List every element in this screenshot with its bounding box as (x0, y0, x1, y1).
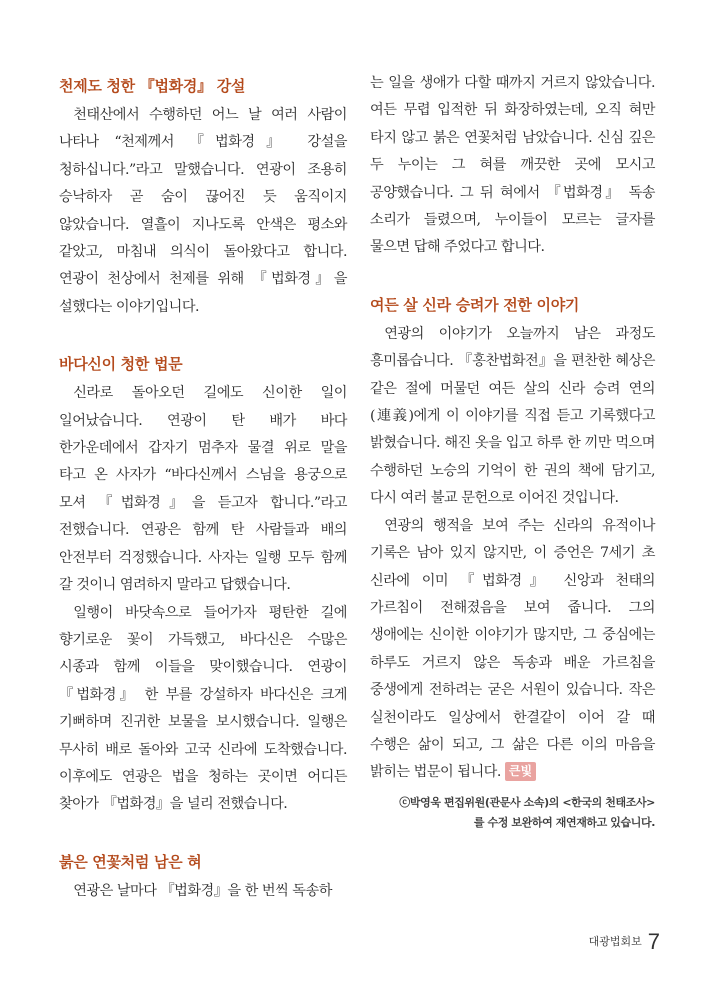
credit-line: 를 수정 보완하여 재연재하고 있습니다. (473, 815, 655, 829)
section-heading: 바다신이 청한 법문 (59, 355, 183, 374)
right-column (370, 70, 655, 833)
section-spacer (59, 819, 347, 846)
body-paragraph: 연광의 이야기가 오늘까지 남은 과정도 흥미롭습니다. 『홍찬법화전』을 편찬한 혜상은 같은 절에 머물던 여든 살의 신라 승려 연의(連義)에게 이 이야기를 직접 듣고 기록했다고 밝혔습니다. 해진 옷을 입고 하루 한 끼만 먹으며 수행하던 노승의 기억이 한 권의 책에 담기고, 다시 여러 불교 문헌으로 이어진 것입니다. (370, 325, 655, 507)
end-mark-badge: 큰빛 (505, 762, 536, 781)
section-heading: 천제도 청한 『법화경』 강설 (59, 77, 246, 95)
body-paragraph: 일행이 바닷속으로 들어가자 평탄한 길에 향기로운 꽃이 가득했고, 바다신은 수많은 시종과 함께 이들을 맞이했습니다. 연광이 『법화경』 한 부를 강설하자 바다신은 크게 기뻐하며 진귀한 보물을 보시했습니다. 일행은 무사히 배로 돌아와 고국 신라에 도착했습니다. 이후에도 연광은 법을 청하는 곳이면 어디든 찾아가 『법화경』을 널리 전했습니다. (59, 604, 347, 813)
body-paragraph-continued: 는 일을 생애가 다할 때까지 거르지 않았습니다. 여든 무렵 입적한 뒤 화장하였는데, 오직 혀만 타지 않고 붉은 연꽃처럼 남았습니다. 신심 깊은 두 누이는 그 혀를 깨끗한 곳에 모시고 공양했습니다. 그 뒤 혀에서 『법화경』 독송 소리가 들렸으며, 누이들이 모르는 글자를 물으면 답해 주었다고 합니다. (370, 75, 655, 256)
left-column (59, 70, 347, 905)
section-heading: 여든 살 신라 승려가 전한 이야기 (370, 295, 580, 314)
page-number: 7 (647, 929, 660, 954)
magazine-name: 대광법회보 (588, 935, 642, 948)
body-paragraph: 연광은 날마다 『법화경』을 한 번씩 독송하 (73, 882, 332, 899)
section-heading: 붉은 연꽃처럼 남은 혀 (59, 852, 202, 871)
credit-line: ⓒ박영욱 편집위원(관문사 소속)의 <한국의 천태조사> (399, 795, 655, 809)
section-spacer (59, 321, 347, 348)
section-spacer (370, 262, 655, 289)
body-text: 연광의 행적을 보여 주는 신라의 유적이나 기록은 남아 있지 않지만, 이 증언은 7세기 초 신라에 이미 『법화경』 신앙과 천태의 가르침이 전해졌음을 보여 줍니다. 그의 생애에는 신이한 이야기가 많지만, 그 중심에는 하루도 거르지 않은 독송과 배운 가르침을 중생에게 전하려는 굳은 서원이 있습니다. 작은 실천이라도 일상에서 한결같이 이어 갈 때 수행은 삶이 되고, 그 삶은 다른 이의 마음을 밝히는 법문이 됩니다. (370, 517, 655, 781)
body-paragraph: 신라로 돌아오던 길에도 신이한 일이 일어났습니다. 연광이 탄 배가 바다 한가운데에서 갑자기 멈추자 물결 위로 말을 타고 온 사자가 “바다신께서 스님을 용궁으로 모셔 『법화경』을 듣고자 합니다.”라고 전했습니다. 연광은 함께 탄 사람들과 배의 안전부터 걱정했습니다. 사자는 일행 모두 함께 갈 것이니 염려하지 말라고 답했습니다. (59, 385, 347, 594)
body-paragraph (370, 513, 655, 787)
author-credit (370, 793, 655, 833)
page-footer (589, 929, 660, 955)
body-paragraph: 천태산에서 수행하던 어느 날 여러 사람이 나타나 “천제께서 『법화경』 강설을 청하십니다.”라고 말했습니다. 연광이 조용히 승낙하자 곧 숨이 끊어진 듯 움직이지 않았습니다. 열흘이 지나도록 안색은 평소와 같았고, 마침내 의식이 돌아왔다고 합니다. 연광이 천상에서 천제를 위해 『법화경』을 설했다는 이야기입니다. (59, 107, 347, 315)
